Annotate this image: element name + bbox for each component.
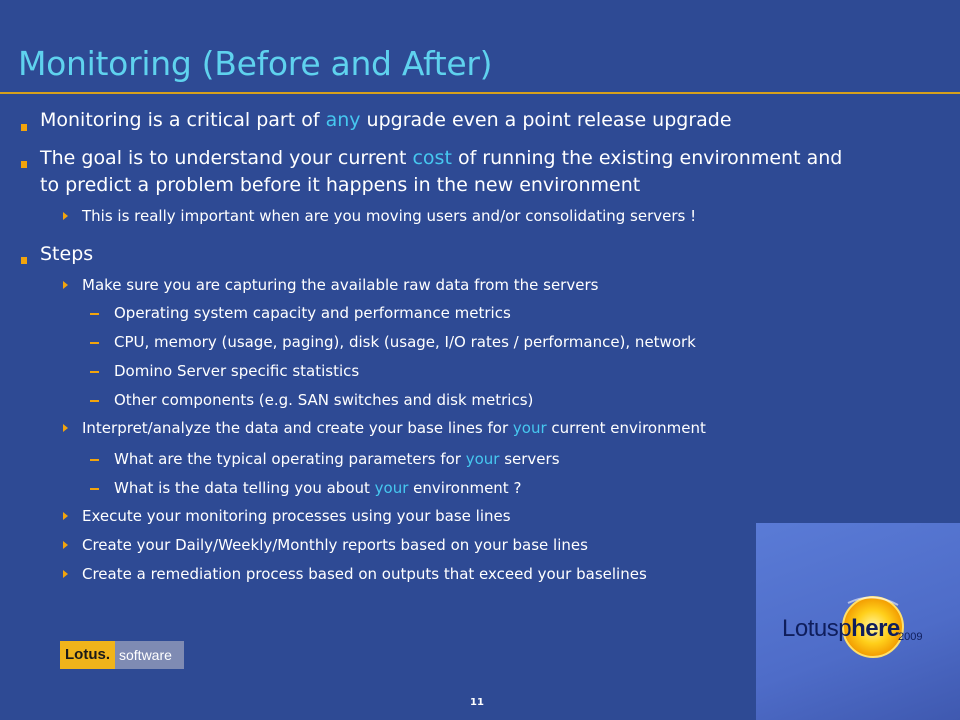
dash-bullet-icon bbox=[90, 459, 99, 461]
lotus-software-logo bbox=[60, 641, 184, 669]
arrow-bullet-icon bbox=[63, 212, 68, 220]
dash-bullet-icon bbox=[90, 342, 99, 344]
step-2-item-text-post: environment ? bbox=[408, 479, 522, 497]
step-1-item: Operating system capacity and performance metrics bbox=[114, 304, 511, 322]
bullet-1 bbox=[40, 107, 732, 133]
step-2-highlight: your bbox=[512, 419, 547, 437]
bullet-1-text-post: upgrade even a point release upgrade bbox=[360, 109, 732, 131]
bullet-marker bbox=[21, 124, 27, 131]
dash-bullet-icon bbox=[90, 400, 99, 402]
step-5: Create a remediation process based on outputs that exceed your baselines bbox=[82, 565, 647, 583]
arrow-bullet-icon bbox=[63, 570, 68, 578]
step-2-text-pre: Interpret/analyze the data and create your base lines for bbox=[82, 419, 513, 437]
bullet-2-line-2: to predict a problem before it happens in the new environment bbox=[40, 174, 641, 196]
step-2-item-text-pre: What are the typical operating parameters for bbox=[114, 450, 466, 468]
lotus-logo-word: Lotus. bbox=[60, 641, 115, 669]
bullet-marker bbox=[21, 161, 27, 168]
step-2-item bbox=[114, 478, 521, 498]
step-2 bbox=[82, 418, 706, 438]
page-number: 11 bbox=[470, 697, 484, 708]
bullet-1-highlight: any bbox=[325, 109, 361, 131]
slide-title: Monitoring (Before and After) bbox=[18, 44, 493, 83]
step-2-item-text-pre: What is the data telling you about bbox=[114, 479, 375, 497]
step-2-text-post: current environment bbox=[546, 419, 706, 437]
bullet-1-text-pre: Monitoring is a critical part of bbox=[40, 109, 326, 131]
bullet-2-text-post: of running the existing environment and bbox=[451, 147, 843, 169]
dash-bullet-icon bbox=[90, 488, 99, 490]
bullet-3-steps: Steps bbox=[40, 243, 94, 265]
lotusphere-year: 2009 bbox=[898, 631, 923, 643]
step-1-item: Domino Server specific statistics bbox=[114, 362, 360, 380]
arrow-bullet-icon bbox=[63, 512, 68, 520]
dash-bullet-icon bbox=[90, 371, 99, 373]
step-2-item-text-post: servers bbox=[499, 450, 560, 468]
step-2-item-highlight: your bbox=[465, 450, 500, 468]
bullet-marker bbox=[21, 257, 27, 264]
step-3: Execute your monitoring processes using your base lines bbox=[82, 507, 511, 525]
step-2-item bbox=[114, 449, 560, 469]
arrow-bullet-icon bbox=[63, 424, 68, 432]
step-1-item: CPU, memory (usage, paging), disk (usage, I/O rates / performance), network bbox=[114, 333, 696, 351]
step-4: Create your Daily/Weekly/Monthly reports based on your base lines bbox=[82, 536, 588, 554]
arrow-bullet-icon bbox=[63, 281, 68, 289]
bullet-2-highlight: cost bbox=[412, 147, 452, 169]
lotusphere-logo-image bbox=[756, 523, 960, 720]
dash-bullet-icon bbox=[90, 313, 99, 315]
title-divider bbox=[0, 92, 960, 94]
bullet-2-line-1 bbox=[40, 145, 842, 171]
arrow-bullet-icon bbox=[63, 541, 68, 549]
step-1: Make sure you are capturing the available raw data from the servers bbox=[82, 276, 599, 294]
bullet-2-sub: This is really important when are you moving users and/or consolidating servers ! bbox=[82, 207, 697, 225]
step-2-item-highlight: your bbox=[374, 479, 409, 497]
step-1-item: Other components (e.g. SAN switches and disk metrics) bbox=[114, 391, 534, 409]
lotusphere-wordmark: Lotusphere bbox=[782, 615, 900, 642]
software-logo-word: software bbox=[115, 641, 184, 669]
bullet-2-text-pre: The goal is to understand your current bbox=[40, 147, 413, 169]
